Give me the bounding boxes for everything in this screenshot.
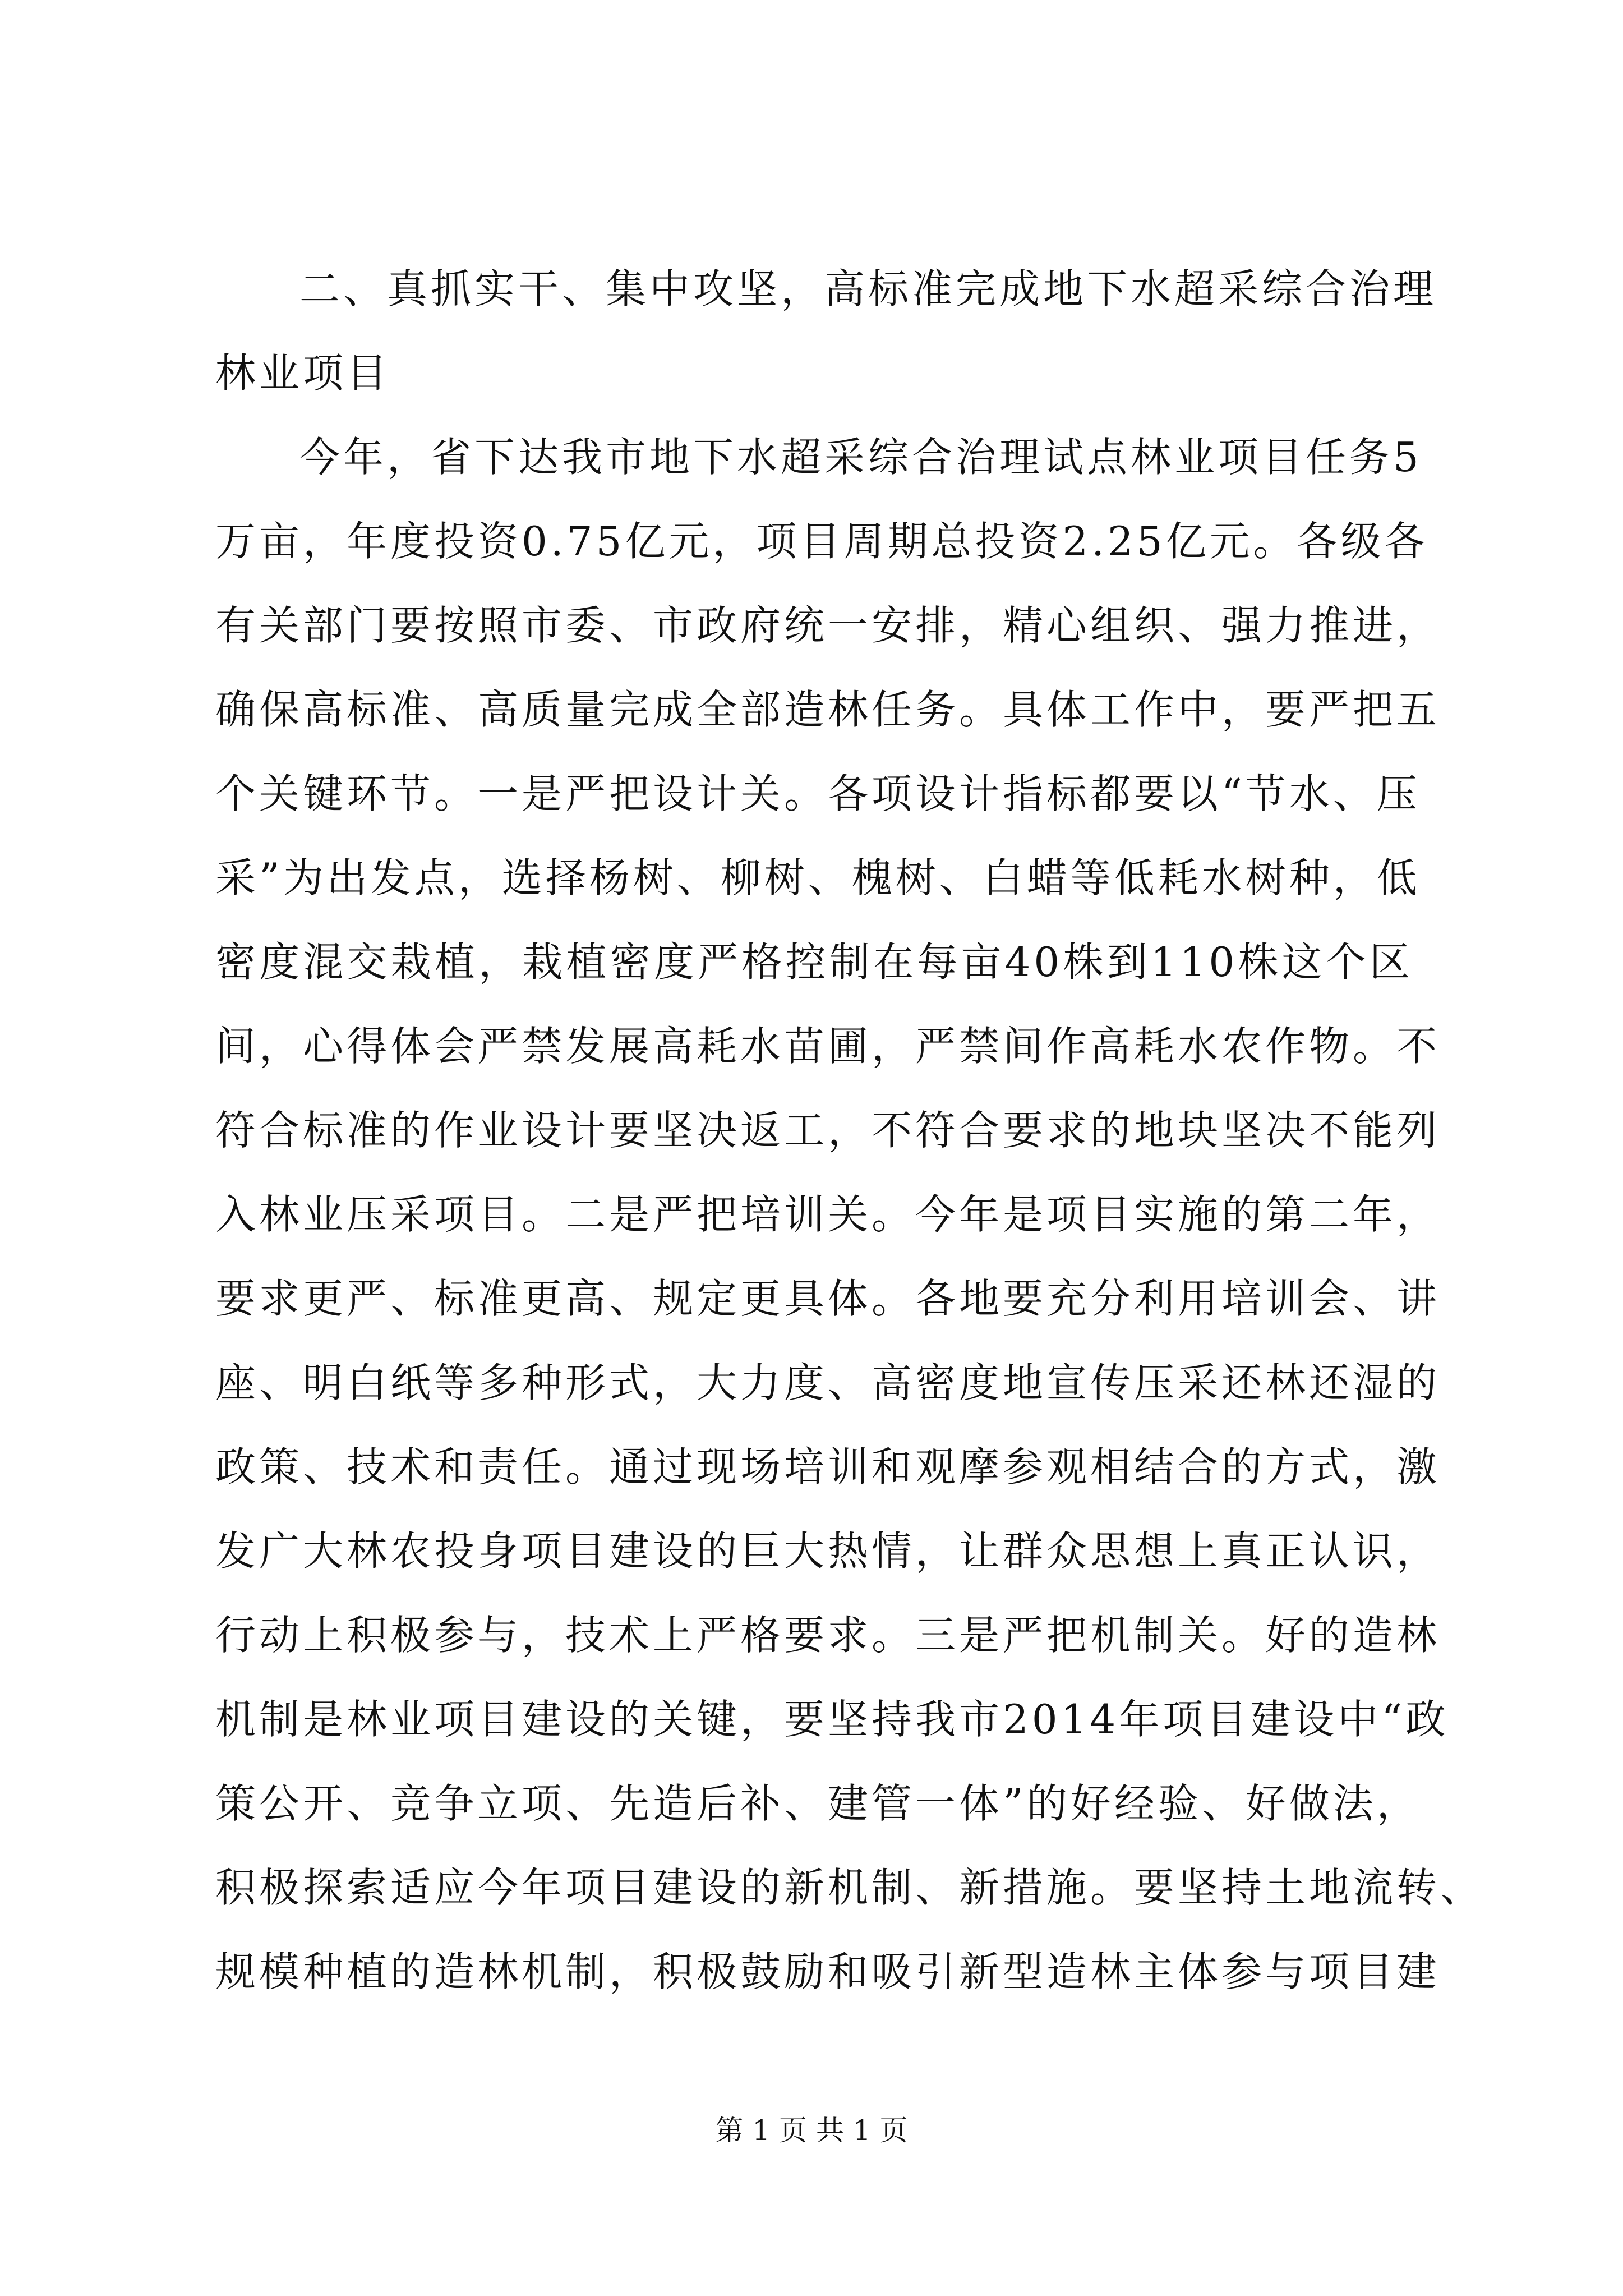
paragraph-line: 入林业压采项目。二是严把培训关。今年是项目实施的第二年， (215, 1191, 1441, 1238)
paragraph-line: 间，心得体会严禁发展高耗水苗圃，严禁间作高耗水农作物。不 (215, 1023, 1441, 1070)
paragraph-line: 万亩，年度投资0.75亿元，项目周期总投资2.25亿元。各级各 (215, 518, 1428, 565)
paragraph-line: 政策、技术和责任。通过现场培训和观摩参观相结合的方式，激 (215, 1443, 1441, 1490)
paragraph-line: 积极探索适应今年项目建设的新机制、新措施。要坚持土地流转、 (215, 1864, 1484, 1911)
paragraph-line: 座、明白纸等多种形式，大力度、高密度地宣传压采还林还湿的 (215, 1359, 1441, 1406)
paragraph-line: 确保高标准、高质量完成全部造林任务。具体工作中，要严把五 (215, 686, 1441, 733)
paragraph-line: 要求更严、标准更高、规定更具体。各地要充分利用培训会、讲 (215, 1275, 1441, 1322)
paragraph-line: 符合标准的作业设计要坚决返工，不符合要求的地块坚决不能列 (215, 1107, 1441, 1154)
paragraph-line: 今年，省下达我市地下水超采综合治理试点林业项目任务5 (299, 434, 1422, 481)
paragraph-line: 发广大林农投身项目建设的巨大热情，让群众思想上真正认识， (215, 1527, 1441, 1575)
paragraph-line: 有关部门要按照市委、市政府统一安排，精心组织、强力推进， (215, 602, 1441, 649)
section-heading-line-1: 二、真抓实干、集中攻坚，高标准完成地下水超采综合治理 (299, 265, 1437, 312)
paragraph-line: 行动上积极参与，技术上严格要求。三是严把机制关。好的造林 (215, 1612, 1441, 1659)
paragraph-line: 个关键环节。一是严把设计关。各项设计指标都要以“节水、压 (215, 770, 1421, 817)
paragraph-line: 机制是林业项目建设的关键，要坚持我市2014年项目建设中“政 (215, 1696, 1450, 1743)
paragraph-line: 规模种植的造林机制，积极鼓励和吸引新型造林主体参与项目建 (215, 1948, 1441, 1995)
paragraph-line: 采”为出发点，选择杨树、柳树、槐树、白蜡等低耗水树种，低 (215, 854, 1421, 901)
paragraph-line: 密度混交栽植，栽植密度严格控制在每亩40株到110株这个区 (215, 938, 1413, 986)
paragraph-line: 策公开、竞争立项、先造后补、建管一体”的好经验、好做法， (215, 1780, 1421, 1827)
page-number-footer: 第 1 页 共 1 页 (715, 2114, 908, 2147)
section-heading-line-2: 林业项目 (215, 349, 391, 397)
